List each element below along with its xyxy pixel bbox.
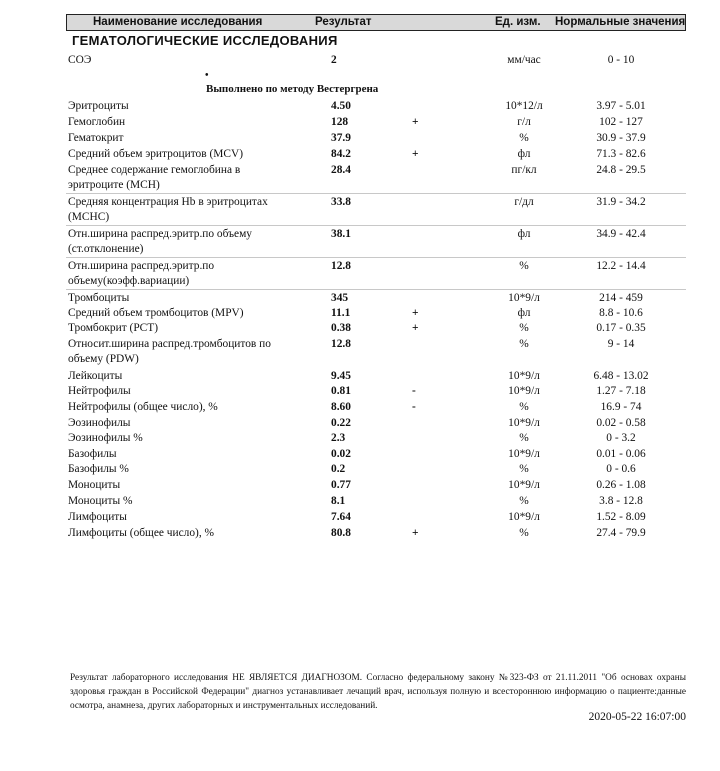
table-row — [66, 162, 686, 194]
header-name: Наименование исследования — [93, 16, 263, 28]
test-unit: % — [519, 527, 529, 539]
header-norm: Нормальные значения — [555, 16, 686, 28]
test-unit: % — [519, 260, 529, 272]
test-flag: - — [412, 385, 416, 397]
test-norm: 12.2 - 14.4 — [596, 260, 646, 272]
test-norm: 214 - 459 — [599, 292, 643, 304]
test-result: 0.2 — [331, 463, 346, 475]
test-unit: % — [519, 322, 529, 334]
test-result: 33.8 — [331, 196, 351, 208]
test-name: Эритроциты — [68, 100, 129, 112]
test-name: Гемоглобин — [68, 116, 126, 128]
table-row — [66, 430, 686, 446]
test-result: 80.8 — [331, 527, 351, 539]
test-result: 4.50 — [331, 100, 351, 112]
test-norm: 0 - 3.2 — [606, 432, 636, 444]
test-unit: % — [519, 338, 529, 350]
test-norm: 30.9 - 37.9 — [596, 132, 646, 144]
test-result: 8.1 — [331, 495, 346, 507]
section-title: ГЕМАТОЛОГИЧЕСКИЕ ИССЛЕДОВАНИЯ — [72, 33, 338, 48]
test-result: 2.3 — [331, 432, 346, 444]
table-row — [66, 146, 686, 162]
test-result: 8.60 — [331, 401, 351, 413]
table-row — [66, 320, 686, 336]
test-norm: 0.02 - 0.58 — [596, 417, 646, 429]
method-bullet: • — [205, 70, 209, 81]
test-norm: 27.4 - 79.9 — [596, 527, 646, 539]
table-row — [66, 399, 686, 415]
table-row — [66, 415, 686, 431]
test-norm: 0.17 - 0.35 — [596, 322, 646, 334]
report-timestamp: 2020-05-22 16:07:00 — [588, 711, 686, 723]
test-result: 12.8 — [331, 338, 351, 350]
test-result: 28.4 — [331, 164, 351, 176]
test-name: Тромбокрит (PCT) — [68, 322, 159, 334]
disclaimer: Результат лабораторного исследования НЕ ЯВЛЯЕТСЯ ДИАГНОЗОМ. Согласно федеральному закону №323-ФЗ от 21.11.2011 "Об основах охраны здоровья граждан в Российской Федерации" диагноз устанавливает лечащий врач, используя полную и всестороннюю информацию о пациенте:данные осмотра, анамнеза, других лабораторных и инструментальных исследований. — [70, 673, 686, 711]
test-result: 2 — [331, 54, 337, 66]
table-row — [66, 130, 686, 146]
test-flag: + — [412, 527, 419, 539]
test-flag: - — [412, 401, 416, 413]
test-name: Отн.ширина распред.эритр.по объему(коэфф.вариации) — [68, 260, 215, 287]
test-norm: 24.8 - 29.5 — [596, 164, 646, 176]
test-unit: % — [519, 401, 529, 413]
table-row — [66, 98, 686, 114]
test-flag: + — [412, 307, 419, 319]
table-row — [66, 290, 686, 306]
test-name: Лимфоциты — [68, 511, 127, 523]
test-name: Среднее содержание гемоглобина в эритроците (MCH) — [68, 164, 241, 191]
test-name: СОЭ — [68, 54, 92, 66]
test-result: 128 — [331, 116, 349, 128]
table-header — [66, 14, 686, 31]
test-unit: г/дл — [514, 196, 534, 208]
test-norm: 8.8 - 10.6 — [599, 307, 643, 319]
table-row — [66, 305, 686, 321]
test-unit: мм/час — [507, 54, 541, 66]
test-norm: 3.97 - 5.01 — [596, 100, 646, 112]
table-row — [66, 52, 686, 68]
test-result: 345 — [331, 292, 349, 304]
test-flag: + — [412, 322, 419, 334]
test-unit: 10*9/л — [508, 385, 540, 397]
test-norm: 71.3 - 82.6 — [596, 148, 646, 160]
test-norm: 16.9 - 74 — [600, 401, 642, 413]
method-note: Выполнено по методу Вестергрена — [206, 83, 379, 95]
test-result: 0.81 — [331, 385, 351, 397]
test-norm: 0.01 - 0.06 — [596, 448, 646, 460]
test-name: Отн.ширина распред.эритр.по объему (ст.отклонение) — [68, 228, 252, 255]
test-norm: 9 - 14 — [607, 338, 635, 350]
table-row — [66, 383, 686, 399]
table-row — [66, 194, 686, 226]
test-name: Средняя концентрация Hb в эритроцитах (MCHC) — [68, 196, 268, 223]
test-name: Моноциты — [68, 479, 121, 491]
table-row — [66, 509, 686, 525]
test-unit: пг/кл — [511, 164, 537, 176]
test-name: Средний объем тромбоцитов (MPV) — [68, 307, 244, 319]
table-row — [66, 114, 686, 130]
test-unit: фл — [517, 148, 531, 160]
test-unit: фл — [517, 307, 531, 319]
test-norm: 3.8 - 12.8 — [599, 495, 643, 507]
test-name: Эозинофилы % — [68, 432, 143, 444]
test-flag: + — [412, 116, 419, 128]
test-result: 37.9 — [331, 132, 351, 144]
test-name: Лимфоциты (общее число), % — [68, 527, 215, 539]
test-result: 11.1 — [331, 307, 351, 319]
test-result: 12.8 — [331, 260, 351, 272]
test-name: Моноциты % — [68, 495, 133, 507]
test-unit: % — [519, 495, 529, 507]
test-result: 9.45 — [331, 370, 351, 382]
test-unit: % — [519, 463, 529, 475]
header-unit: Ед. изм. — [495, 16, 541, 28]
table-row — [66, 525, 686, 541]
test-result: 7.64 — [331, 511, 351, 523]
test-unit: 10*9/л — [508, 417, 540, 429]
test-name: Базофилы % — [68, 463, 129, 475]
test-result: 38.1 — [331, 228, 351, 240]
test-unit: 10*9/л — [508, 511, 540, 523]
test-norm: 0 - 0.6 — [606, 463, 636, 475]
test-unit: 10*9/л — [508, 292, 540, 304]
test-flag: + — [412, 148, 419, 160]
table-row — [66, 258, 686, 290]
test-norm: 1.52 - 8.09 — [596, 511, 646, 523]
test-name: Нейтрофилы — [68, 385, 131, 397]
test-unit: % — [519, 132, 529, 144]
test-unit: 10*9/л — [508, 479, 540, 491]
table-row — [66, 368, 686, 384]
test-unit: 10*12/л — [505, 100, 543, 112]
table-row — [66, 493, 686, 509]
test-name: Базофилы — [68, 448, 117, 460]
test-name: Эозинофилы — [68, 417, 131, 429]
header-result: Результат — [315, 16, 372, 28]
test-name: Тромбоциты — [68, 292, 130, 304]
test-name: Лейкоциты — [68, 370, 123, 382]
test-name: Относит.ширина распред.тромбоцитов по объему (PDW) — [68, 338, 271, 365]
test-norm: 1.27 - 7.18 — [596, 385, 646, 397]
table-row — [66, 477, 686, 493]
test-name: Нейтрофилы (общее число), % — [68, 401, 218, 413]
table-row — [66, 226, 686, 258]
test-norm: 102 - 127 — [599, 116, 643, 128]
test-norm: 34.9 - 42.4 — [596, 228, 646, 240]
test-unit: фл — [517, 228, 531, 240]
test-result: 0.38 — [331, 322, 351, 334]
table-row — [66, 446, 686, 462]
test-result: 84.2 — [331, 148, 351, 160]
test-result: 0.02 — [331, 448, 351, 460]
test-unit: % — [519, 432, 529, 444]
test-unit: 10*9/л — [508, 370, 540, 382]
test-name: Гематокрит — [68, 132, 124, 144]
test-norm: 0 - 10 — [607, 54, 635, 66]
test-norm: 0.26 - 1.08 — [596, 479, 646, 491]
test-norm: 31.9 - 34.2 — [596, 196, 646, 208]
table-row — [66, 461, 686, 477]
test-unit: 10*9/л — [508, 448, 540, 460]
test-norm: 6.48 - 13.02 — [593, 370, 649, 382]
test-name: Средний объем эритроцитов (MCV) — [68, 148, 244, 160]
test-unit: г/л — [517, 116, 531, 128]
test-result: 0.22 — [331, 417, 351, 429]
table-row — [66, 336, 686, 367]
test-result: 0.77 — [331, 479, 351, 491]
